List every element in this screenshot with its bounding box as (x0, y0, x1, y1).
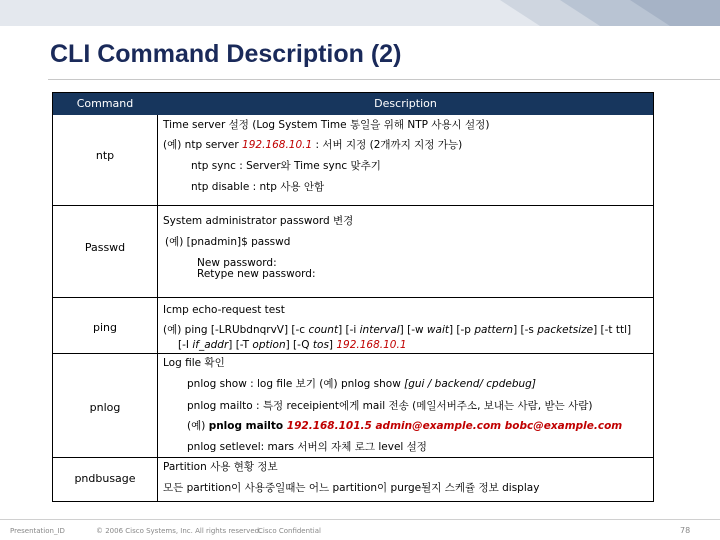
command-table (52, 92, 654, 502)
passwd-line-3: New password: (197, 257, 277, 269)
pnlog-mailto-example: 192.168.101.5 admin@example.com bobc@example.com (286, 420, 623, 432)
footer-confidential: Cisco Confidential (258, 527, 321, 535)
top-decorative-band (0, 0, 720, 26)
column-divider (157, 115, 158, 501)
footer-presentation-id: Presentation_ID (10, 527, 65, 535)
passwd-line-4: Retype new password: (197, 268, 316, 280)
ping-line-2: (예) ping [-LRUbdnqrvV] [-c count] [-i interval] [-w wait] [-p pattern] [-s packetsize] [-t ttl] (163, 324, 632, 336)
footer-copyright: © 2006 Cisco Systems, Inc. All rights reserved. (96, 527, 262, 535)
row-divider-1 (53, 205, 653, 206)
passwd-line-2: (예) [pnadmin]$ passwd (165, 236, 291, 248)
footer-page-number: 78 (680, 526, 691, 535)
cmd-ping: ping (93, 321, 117, 334)
table-header (53, 93, 653, 115)
pnlog-line-5: pnlog setlevel: mars 서버의 자체 로그 level 설정 (187, 441, 427, 453)
pnlog-line-3: pnlog mailto : 특정 receipient에게 mail 전송 (메일서버주소, 보내는 사람, 받는 사람) (187, 400, 593, 412)
row-divider-2 (53, 297, 653, 298)
top-band-graphic (480, 0, 720, 26)
footer-divider (0, 519, 720, 520)
pndbusage-line-2: 모든 partition이 사용중일때는 어느 partition이 purge될지 스케쥴 정보 display (163, 482, 540, 494)
ntp-line-1: Time server 설정 (Log System Time 통일을 위해 NTP 사용시 설정) (163, 119, 490, 131)
ntp-line-3: ntp sync : Server와 Time sync 맞추기 (191, 160, 381, 172)
title-divider (48, 79, 720, 80)
pnlog-line-1: Log file 확인 (163, 357, 225, 369)
pnlog-line-2: pnlog show : log file 보기 (예) pnlog show [gui / backend/ cpdebug] (187, 378, 536, 390)
cmd-ntp: ntp (95, 149, 115, 162)
cmd-passwd: Passwd (84, 241, 126, 254)
ping-line-3: [-I if_addr] [-T option] [-Q tos] 192.168.10.1 (178, 339, 407, 351)
footer (0, 519, 720, 540)
header-command: Command (76, 97, 134, 110)
ntp-line-2: (예) ntp server 192.168.10.1 : 서버 지정 (2개까지 지정 가능) (163, 139, 463, 151)
ntp-ip: 192.168.10.1 (242, 139, 313, 151)
cmd-pndbusage: pndbusage (74, 472, 136, 485)
ping-ip: 192.168.10.1 (336, 339, 407, 351)
page-title: CLI Command Description (2) (50, 40, 402, 68)
row-divider-3 (53, 353, 653, 354)
ping-line-1: Icmp echo-request test (163, 304, 285, 316)
cmd-pnlog: pnlog (89, 401, 121, 414)
ntp-line-4: ntp disable : ntp 사용 안함 (191, 181, 325, 193)
row-divider-4 (53, 457, 653, 458)
passwd-line-1: System administrator password 변경 (163, 215, 354, 227)
pnlog-line-4: (예) pnlog mailto 192.168.101.5 admin@example.com bobc@example.com (187, 420, 623, 432)
header-description: Description (374, 97, 437, 110)
pndbusage-line-1: Partition 사용 현황 정보 (163, 461, 278, 473)
